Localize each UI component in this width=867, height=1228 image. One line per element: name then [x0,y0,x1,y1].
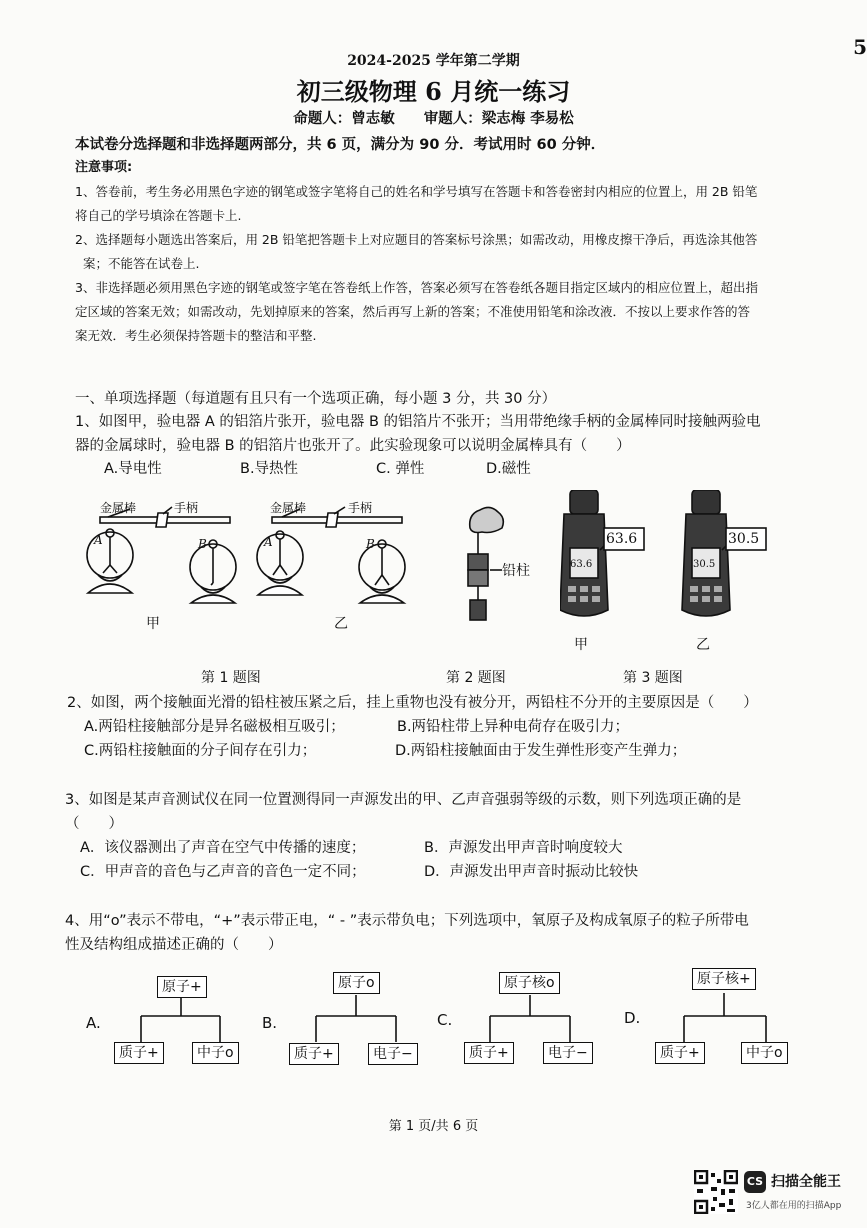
app-name: 扫描全能王 [771,1174,841,1190]
exam-summary: 本试卷分选择题和非选择题两部分，共 6 页，满分为 90 分．考试用时 60 分钟． [75,137,606,153]
q1-option-b: B.导热性 [240,461,299,477]
meter-callout-yi: 30.5 [728,531,760,547]
q4-option-b-letter: B. [262,1014,278,1032]
rod-label-yi: 金属棒 [270,501,307,515]
q4-stem-line1: 4、用“o”表示不带电，“+”表示带正电，“ - ”表示带负电；下列选项中，氧原子及构成氧原子的粒子所带电 [65,913,749,929]
sound-meter-drawing [560,490,780,655]
exam-term: 2024-2025 学年第二学期 [347,53,520,69]
exam-title: 初三级物理 6 月统一练习 [296,77,571,106]
notes-block [75,180,820,348]
qr-code-icon [694,1170,738,1214]
page-number: 第 1 页/共 6 页 [388,1119,479,1134]
handle-label-yi: 手柄 [348,501,373,515]
meter-callout-jia: 63.6 [606,531,638,547]
note-line: 案无效．考生必须保持答题卡的整洁和平整. [75,328,317,343]
q4-d-right-node: 中子o [741,1042,788,1064]
q4-c-left-node: 质子+ [464,1042,514,1064]
q4-a-left-node: 质子+ [114,1042,164,1064]
q2-option-c: C.两铅柱接触面的分子间存在引力； [84,743,317,759]
notes-heading: 注意事项: [75,160,133,175]
q1-stem-line2: 器的金属球时，验电器 B 的铝箔片也张开了。此实验现象可以说明金属棒具有（ ） [75,438,631,454]
q4-b-right-node: 电子− [368,1043,418,1065]
corner-mark: 5 [853,35,867,59]
q3-option-c: C．甲声音的音色与乙声音的音色一定不同； [80,864,366,880]
label-b-jia: B [198,537,207,551]
fig1-label-jia: 甲 [146,616,160,632]
q3-stem-line2: （ ） [65,816,123,832]
q2-option-b: B.两铅柱带上异种电荷存在吸引力； [397,719,630,735]
q2-option-a: A.两铅柱接触部分是异名磁极相互吸引； [84,719,345,735]
authors: 命题人：曾志敏 审题人：梁志梅 李易松 [293,111,574,127]
fig1-label-yi: 乙 [334,616,348,632]
note-line: 定区域的答案无效；如需改动，先划掉原来的答案，然后再写上新的答案；不准使用铅笔和涂改液．不按以上要求作答的答 [75,304,751,319]
fig3-label-yi: 乙 [696,637,710,653]
note-line: 案；不能答在试卷上. [83,256,200,271]
fig3-label-jia: 甲 [574,637,588,653]
meter-screen-yi: 30.5 [693,559,716,570]
figure-3 [560,490,780,655]
lead-cylinder-label: 铅柱 [502,563,530,579]
q4-d-top-node: 原子核+ [692,968,756,990]
q1-option-c: C. 弹性 [376,461,425,477]
q4-option-a-letter: A. [86,1014,101,1032]
q1-stem-line1: 1、如图甲，验电器 A 的铝箔片张开，验电器 B 的铝箔片不张开；当用带绝缘手柄的金属棒同时接触两验电 [75,414,761,430]
note-line: 将自己的学号填涂在答题卡上. [75,208,242,223]
fig3-caption: 第 3 题图 [623,670,683,686]
note-line: 3、非选择题必须用黑色字迹的钢笔或签字笔在答卷纸上作答，答案必须写在答卷纸各题目指定区域内的相应位置上，超出指 [75,280,758,295]
meter-screen-jia: 63.6 [570,559,593,570]
q3-option-b: B．声源发出甲声音时响度较大 [424,840,623,856]
q4-c-right-node: 电子− [543,1042,593,1064]
fig1-caption: 第 1 题图 [201,670,261,686]
q1-option-d: D.磁性 [486,461,531,477]
label-b-yi: B [366,537,375,551]
q4-c-top-node: 原子核o [499,972,560,994]
q3-stem-line1: 3、如图是某声音测试仪在同一位置测得同一声源发出的甲、乙声音强弱等级的示数，则下列选项正确的是 [65,792,742,808]
q3-option-a: A．该仪器测出了声音在空气中传播的速度； [80,840,366,856]
q2-option-d: D.两铅柱接触面由于发生弹性形变产生弹力； [395,743,687,759]
rod-label-jia: 金属棒 [100,501,137,515]
q4-b-top-node: 原子o [333,972,380,994]
figure-1 [70,495,450,635]
handle-label-jia: 手柄 [174,501,199,515]
label-a-jia: A [94,533,103,547]
app-tagline: 3亿人都在用的扫描App [746,1201,842,1211]
note-line: 2、选择题每小题选出答案后，用 2B 铅笔把答题卡上对应题目的答案标号涂黑；如需改动，用橡皮擦干净后，再选涂其他答 [75,232,758,247]
figure-2 [462,500,562,635]
fig2-caption: 第 2 题图 [446,670,506,686]
q4-option-c-letter: C. [437,1011,453,1029]
q4-option-d-letter: D. [624,1009,641,1027]
q4-a-top-node: 原子+ [157,976,207,998]
app-logo-icon: CS [744,1171,766,1193]
section1-heading: 一、单项选择题（每道题有且只有一个选项正确，每小题 3 分，共 30 分） [75,391,557,407]
q2-stem: 2、如图，两个接触面光滑的铅柱被压紧之后，挂上重物也没有被分开，两铅柱不分开的主要原因是（ ） [67,695,758,711]
q4-b-left-node: 质子+ [289,1043,339,1065]
q4-stem-line2: 性及结构组成描述正确的（ ） [65,937,283,953]
q3-option-d: D．声源发出甲声音时振动比较快 [424,864,639,880]
note-line: 1、答卷前，考生务必用黑色字迹的钢笔或签字笔将自己的姓名和学号填写在答题卡和答卷密封内相应的位置上，用 2B 铅笔 [75,184,758,199]
q4-d-left-node: 质子+ [655,1042,705,1064]
q4-a-right-node: 中子o [192,1042,239,1064]
label-a-yi: A [264,535,273,549]
q1-option-a: A.导电性 [104,461,162,477]
